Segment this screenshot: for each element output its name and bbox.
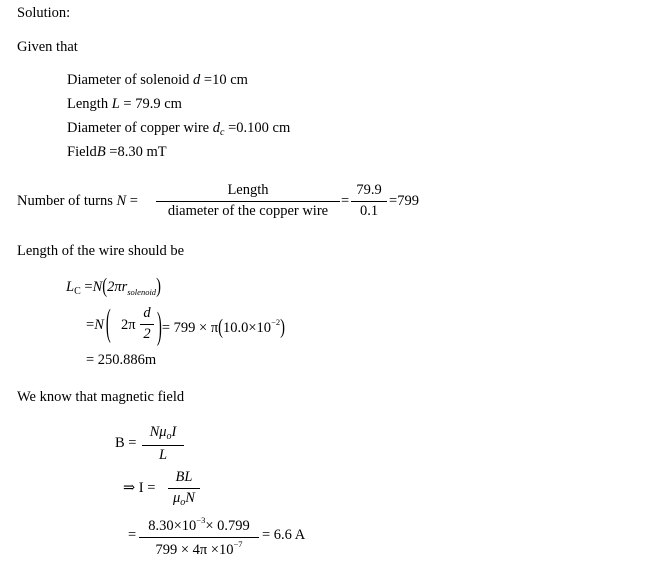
given-field: FieldB =8.30 mT xyxy=(67,144,167,160)
magnetic-line3-eq: = xyxy=(128,527,137,543)
solution-heading: Solution: xyxy=(17,5,71,21)
magnetic-b-lhs: B = xyxy=(115,435,137,451)
magnetic-current-result: = 6.6 A xyxy=(262,527,306,543)
wire-length-line2-2pi: 2π xyxy=(121,317,136,333)
wire-length-line2-left: =N ( xyxy=(86,303,111,346)
turns-result: =799 xyxy=(389,193,419,209)
wire-length-heading: Length of the wire should be xyxy=(17,243,185,259)
turns-label: Number of turns N = xyxy=(17,193,138,209)
magnetic-heading: We know that magnetic field xyxy=(17,389,185,405)
magnetic-i-lhs: ⇒ I = xyxy=(123,480,156,496)
magnetic-i-fraction: BL $\mu_oN$ xyxy=(168,470,200,508)
given-heading: Given that xyxy=(17,39,78,55)
magnetic-b-fraction: $N\mu_oI$ L xyxy=(142,425,184,463)
turns-fraction-formula: Length diameter of the copper wire xyxy=(156,183,340,218)
turns-fraction-values: 79.9 0.1 xyxy=(351,183,387,218)
given-diameter-solenoid: Diameter of solenoid d =10 cm xyxy=(67,72,248,88)
turns-eq2: = xyxy=(341,193,350,209)
magnetic-current-fraction: $8.30\times 10^{-3}\times 0.799$ $799 \times 4\pi \times 10^{-7}$ xyxy=(139,516,259,557)
given-diameter-wire: Diameter of copper wire $d_c =0.100$ cm xyxy=(67,120,291,138)
given-length: Length L = 79.9 cm xyxy=(67,96,182,112)
wire-length-result: = 250.886m xyxy=(86,352,157,368)
wire-length-line1: $L_C =N(2\pi r_{solenoid})$ xyxy=(66,275,161,299)
wire-length-d-over-2: d 2 xyxy=(140,306,154,341)
wire-length-line2-right: )= $799 \times \pi(10.0\times 10^{-2})$ xyxy=(157,306,285,349)
